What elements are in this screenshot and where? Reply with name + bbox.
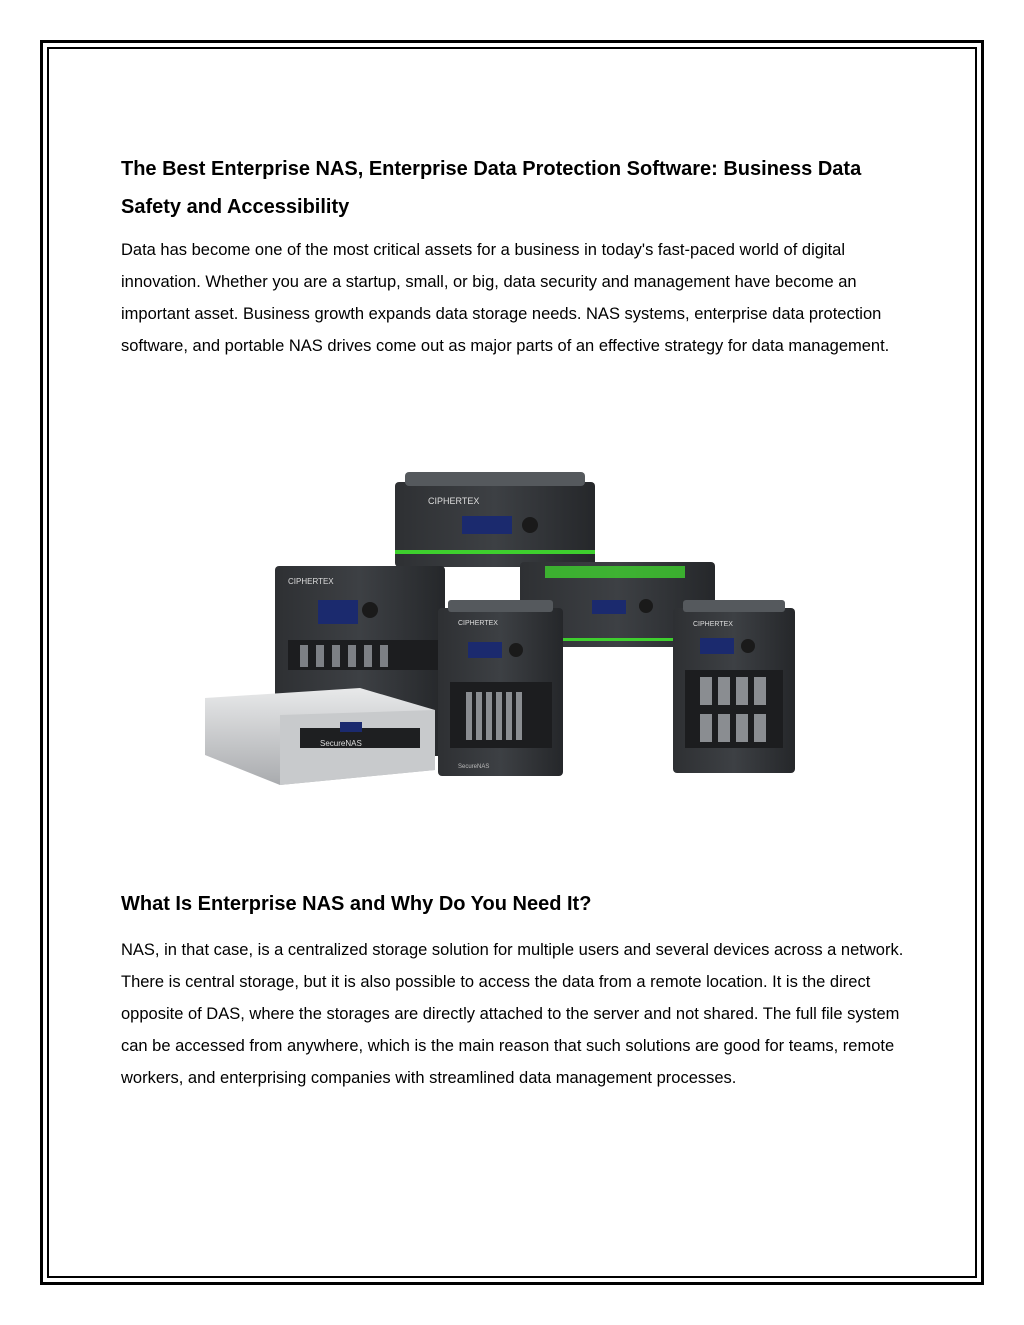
nas-unit-top xyxy=(395,472,595,567)
center-product-label: SecureNAS xyxy=(458,764,490,770)
nas-unit-right xyxy=(673,600,795,773)
brand-label-right: CIPHERTEX xyxy=(693,621,733,628)
section-heading: What Is Enterprise NAS and Why Do You Need It? xyxy=(121,893,592,915)
nas-section xyxy=(121,888,911,1094)
intro-section xyxy=(121,150,911,362)
brand-label-top: CIPHERTEX xyxy=(428,496,480,506)
nas-devices-image xyxy=(200,470,810,790)
main-heading: The Best Enterprise NAS, Enterprise Data Protection Software: Business Data Safety and Accessibility xyxy=(121,158,862,218)
nas-unit-center xyxy=(438,600,563,776)
brand-label-center: CIPHERTEX xyxy=(458,620,498,627)
brand-label-large: CIPHERTEX xyxy=(288,577,334,586)
nas-rack-unit xyxy=(205,688,435,785)
section-paragraph: NAS, in that case, is a centralized storage solution for multiple users and several devices across a network. There is central storage, but it is also possible to access the data from a remote location. It is the direct opposite of DAS, where the storages are directly attached to the server and not shared. The full file system can be accessed from anywhere, which is the main reason that such solutions are good for teams, remote workers, and enterprising companies with streamlined data management processes. xyxy=(121,941,904,1087)
rack-product-label: SecureNAS xyxy=(320,739,362,748)
intro-paragraph: Data has become one of the most critical assets for a business in today's fast-paced world of digital innovation. Whether you are a startup, small, or big, data security and management have become an important asset. Business growth expands data storage needs. NAS systems, enterprise data protection software, and portable NAS drives come out as major parts of an effective strategy for data management. xyxy=(121,241,890,355)
